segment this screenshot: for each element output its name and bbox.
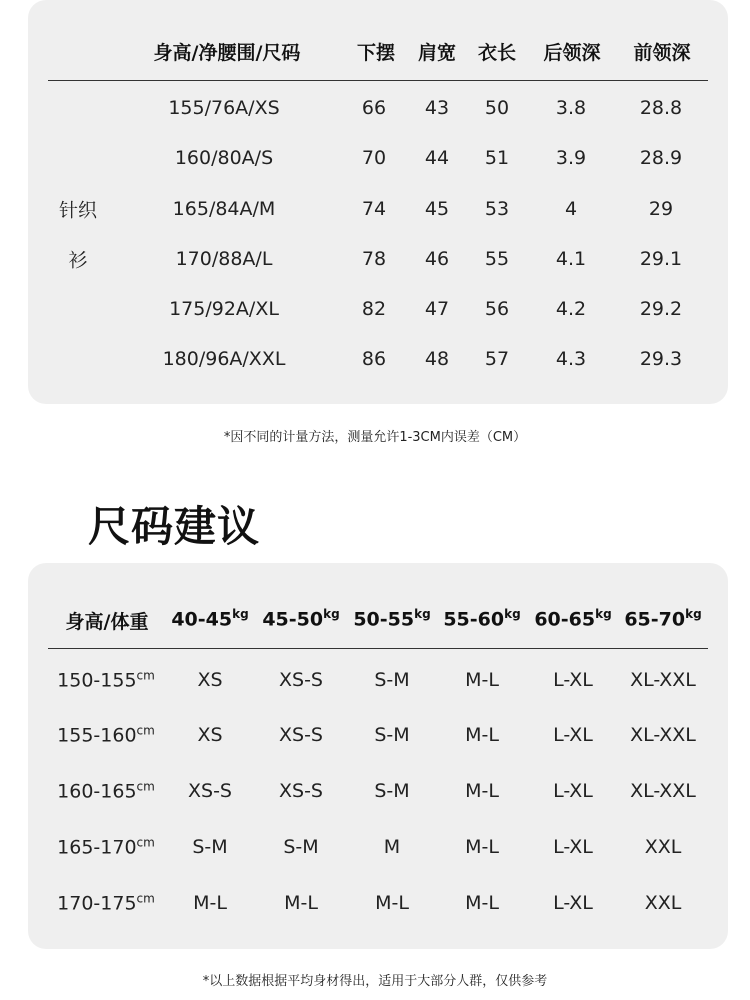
height-range: 150-155 [57, 669, 137, 692]
weight-unit: kg [414, 607, 431, 621]
recommended-size: S-M [283, 836, 319, 858]
cell-hem: 86 [361, 348, 387, 370]
recommended-size: XXL [644, 836, 682, 858]
recommended-size: XXL [644, 892, 682, 914]
category-label-cont: 衫 [68, 249, 88, 272]
corner-header: 身高/体重 [65, 611, 149, 633]
recommend-header-divider [48, 648, 708, 649]
cell-back-neck: 4 [564, 198, 578, 220]
weight-unit: kg [232, 607, 249, 621]
recommended-size: XS-S [279, 669, 323, 691]
cell-size-code: 165/84A/M [172, 198, 276, 220]
cell-back-neck: 3.8 [555, 97, 587, 119]
cell-length: 50 [484, 97, 510, 119]
height-range: 170-175 [57, 892, 137, 915]
header-front-neck: 前领深 [633, 42, 691, 64]
weight-header [171, 607, 248, 630]
cell-front-neck: 29.1 [639, 248, 683, 270]
header-height-waist-size: 身高/净腰围/尺码 [153, 42, 301, 64]
cell-front-neck: 29 [648, 198, 674, 220]
cell-length: 53 [484, 198, 510, 220]
cell-size-code: 160/80A/S [174, 147, 274, 169]
height-label [57, 835, 155, 858]
cell-front-neck: 29.2 [639, 298, 683, 320]
recommended-size: XS-S [279, 780, 323, 802]
weight-unit: kg [595, 607, 612, 621]
weight-unit: kg [323, 607, 340, 621]
height-label [57, 779, 155, 802]
weight-unit: kg [685, 607, 702, 621]
cell-size-code: 170/88A/L [175, 248, 273, 270]
recommended-size: M-L [465, 669, 499, 691]
recommend-note: *以上数据根据平均身材得出，适用于大部分人群，仅供参考 [202, 974, 548, 989]
recommended-size: M [383, 836, 401, 858]
recommended-size: M-L [284, 892, 318, 914]
height-unit: cm [136, 835, 155, 850]
header-back-neck: 后领深 [543, 42, 601, 64]
recommended-size: XS [197, 669, 223, 691]
header-length: 衣长 [477, 42, 517, 64]
recommended-size: L-XL [553, 836, 593, 858]
cell-shoulder: 47 [424, 298, 450, 320]
cell-hem: 78 [361, 248, 387, 270]
recommended-size: XL-XXL [630, 724, 696, 746]
recommended-size: M-L [375, 892, 409, 914]
recommended-size: XL-XXL [630, 780, 696, 802]
section-title: 尺码建议 [88, 502, 261, 551]
weight-range: 40-45 [171, 608, 233, 631]
header-hem: 下摆 [356, 42, 396, 64]
height-range: 165-170 [57, 836, 137, 859]
weight-range: 50-55 [353, 608, 415, 631]
recommended-size: L-XL [553, 724, 593, 746]
cell-length: 51 [484, 147, 510, 169]
recommended-size: S-M [192, 836, 228, 858]
recommended-size: XS-S [188, 780, 232, 802]
cell-hem: 82 [361, 298, 387, 320]
cell-hem: 66 [361, 97, 387, 119]
cell-length: 57 [484, 348, 510, 370]
recommended-size: L-XL [553, 780, 593, 802]
recommended-size: M-L [193, 892, 227, 914]
recommended-size: M-L [465, 892, 499, 914]
recommended-size: XS-S [279, 724, 323, 746]
cell-size-code: 180/96A/XXL [162, 348, 286, 370]
weight-unit: kg [504, 607, 521, 621]
height-label [57, 723, 155, 746]
recommended-size: L-XL [553, 669, 593, 691]
height-unit: cm [136, 891, 155, 906]
height-unit: cm [136, 723, 155, 738]
cell-shoulder: 46 [424, 248, 450, 270]
cell-front-neck: 28.8 [639, 97, 683, 119]
height-label [57, 891, 155, 914]
cell-shoulder: 44 [424, 147, 450, 169]
cell-back-neck: 4.3 [555, 348, 587, 370]
recommended-size: S-M [374, 780, 410, 802]
weight-range: 60-65 [534, 608, 596, 631]
recommended-size: L-XL [553, 892, 593, 914]
cell-length: 56 [484, 298, 510, 320]
cell-front-neck: 29.3 [639, 348, 683, 370]
cell-length: 55 [484, 248, 510, 270]
recommended-size: M-L [465, 836, 499, 858]
recommended-size: S-M [374, 669, 410, 691]
recommended-size: S-M [374, 724, 410, 746]
cell-back-neck: 4.2 [555, 298, 587, 320]
cell-front-neck: 28.9 [639, 147, 683, 169]
weight-header [624, 607, 701, 630]
weight-header [262, 607, 339, 630]
height-label [57, 668, 155, 691]
weight-range: 55-60 [443, 608, 505, 631]
height-range: 155-160 [57, 724, 137, 747]
recommended-size: M-L [465, 780, 499, 802]
weight-range: 65-70 [624, 608, 686, 631]
recommended-size: XL-XXL [630, 669, 696, 691]
cell-hem: 74 [361, 198, 387, 220]
recommended-size: M-L [465, 724, 499, 746]
height-unit: cm [136, 668, 155, 683]
cell-shoulder: 45 [424, 198, 450, 220]
cell-back-neck: 3.9 [555, 147, 587, 169]
cell-size-code: 155/76A/XS [168, 97, 280, 119]
weight-header [443, 607, 520, 630]
weight-header [534, 607, 611, 630]
weight-header [353, 607, 430, 630]
measurement-note: *因不同的计量方法，测量允许1-3CM内误差（CM） [223, 430, 527, 445]
category-label: 针织 [58, 199, 98, 222]
height-unit: cm [136, 779, 155, 794]
cell-shoulder: 48 [424, 348, 450, 370]
height-range: 160-165 [57, 780, 137, 803]
cell-hem: 70 [361, 147, 387, 169]
cell-shoulder: 43 [424, 97, 450, 119]
header-shoulder: 肩宽 [417, 42, 457, 64]
cell-size-code: 175/92A/XL [169, 298, 279, 320]
recommended-size: XS [197, 724, 223, 746]
header-divider [48, 80, 708, 81]
cell-back-neck: 4.1 [555, 248, 587, 270]
weight-range: 45-50 [262, 608, 324, 631]
